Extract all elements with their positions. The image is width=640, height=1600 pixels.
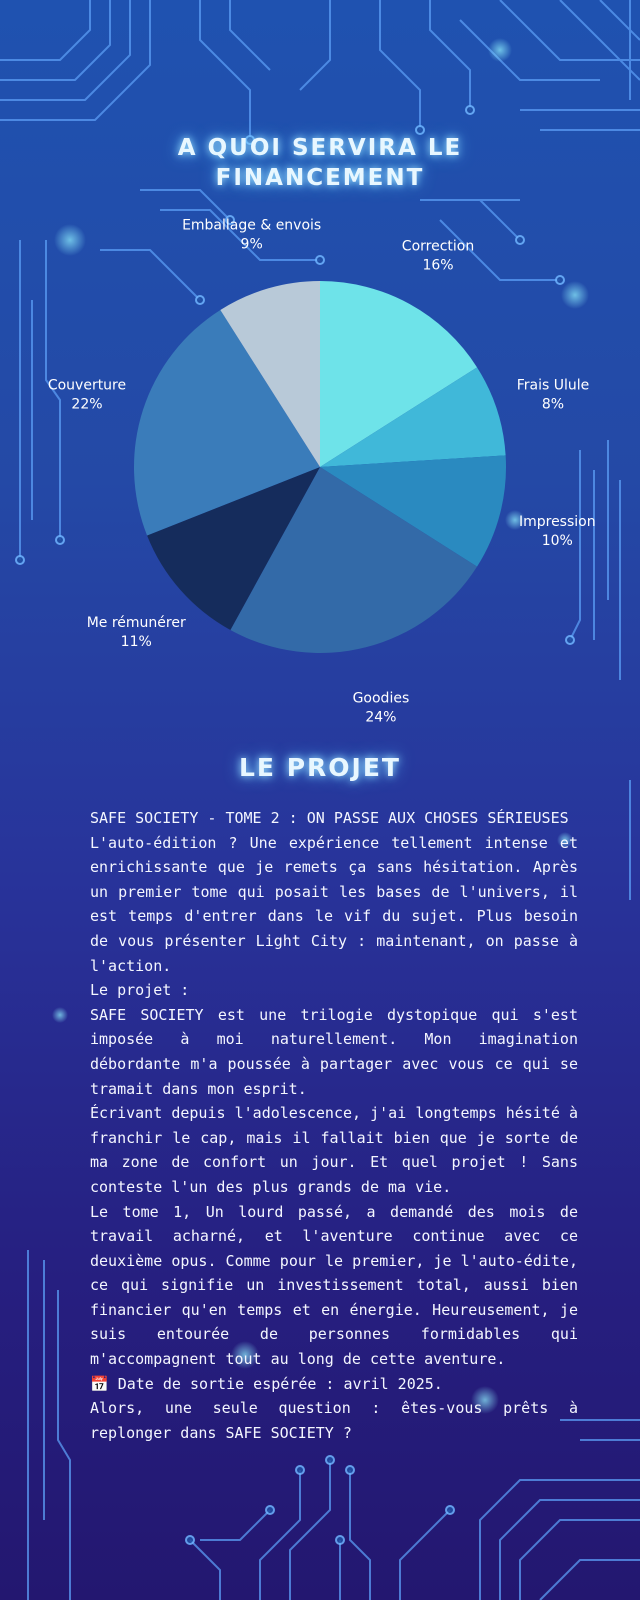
pie-label-3: Goodies (352, 690, 410, 707)
projet-label: Le projet : (90, 981, 190, 1000)
projet-paragraph-writing: Écrivant depuis l'adolescence, j'ai longtemps hésité à franchir le cap, mais il fallait bien que je sorte de ma zone de confort un jour. Et quel projet ! Sans conteste l'un des plus grands de ma vie. (90, 1104, 578, 1196)
pie-label-1: Frais Ulule (516, 377, 590, 394)
pie-value-label-0: 16% (422, 257, 454, 274)
pie-value-label-2: 10% (541, 532, 573, 549)
projet-paragraph-tome1: Le tome 1, Un lourd passé, a demandé des mois de travail acharné, et l'aventure continue avec ce deuxième opus. Comme pour le premier, je l'auto-édite, ce qui signifie un investissement total, aussi bien financier qu'en temps et en énergie. Heureusement, je suis entourée de personnes formidables qui m'accompagnent tout au long de cette aventure. (90, 1202, 578, 1369)
calendar-icon: 📅 (90, 1374, 109, 1393)
release-date-text: Date de sortie espérée : avril 2025. (117, 1374, 443, 1393)
pie-label-0: Correction (401, 238, 475, 255)
release-date (90, 1372, 578, 1397)
projet-paragraph-intro: L'auto-édition ? Une expérience tellement intense et enrichissante que je remets ça sans hésitation. Après un premier tome qui posait les bases de l'univers, il est temps d'entrer dans le vif du sujet. Plus besoin de vous présenter Light City : maintenant, on passe à l'action. (90, 833, 578, 975)
pie-label-5: Couverture (47, 377, 127, 394)
financement-title (0, 133, 640, 193)
pie-label-4: Me rémunérer (86, 615, 186, 632)
pie-label-2: Impression (518, 513, 596, 530)
pie-value-label-5: 22% (71, 396, 103, 413)
financement-title-line1: A QUOI SERVIRA LE (177, 135, 463, 161)
pie-value-label-4: 11% (120, 634, 152, 651)
projet-paragraph-trilogy: SAFE SOCIETY est une trilogie dystopique qui s'est imposée à moi naturellement. Mon imagination débordante m'a poussée à partager avec vous ce qui se tramait dans mon esprit. (90, 1005, 578, 1098)
pie-value-label-3: 24% (365, 709, 397, 726)
projet-title: LE PROJET (239, 753, 401, 782)
projet-heading: SAFE SOCIETY - TOME 2 : ON PASSE AUX CHOSES SÉRIEUSES (90, 809, 569, 827)
financement-title-line2: FINANCEMENT (215, 165, 425, 191)
projet-closing: Alors, une seule question : êtes-vous prêts à replonger dans SAFE SOCIETY ? (90, 1399, 578, 1442)
pie-value-label-1: 8% (541, 396, 565, 413)
pie-label-6: Emballage & envois (182, 217, 322, 234)
projet-description (90, 806, 578, 1445)
funding-pie-chart (0, 217, 640, 726)
pie-value-label-6: 9% (240, 236, 263, 253)
